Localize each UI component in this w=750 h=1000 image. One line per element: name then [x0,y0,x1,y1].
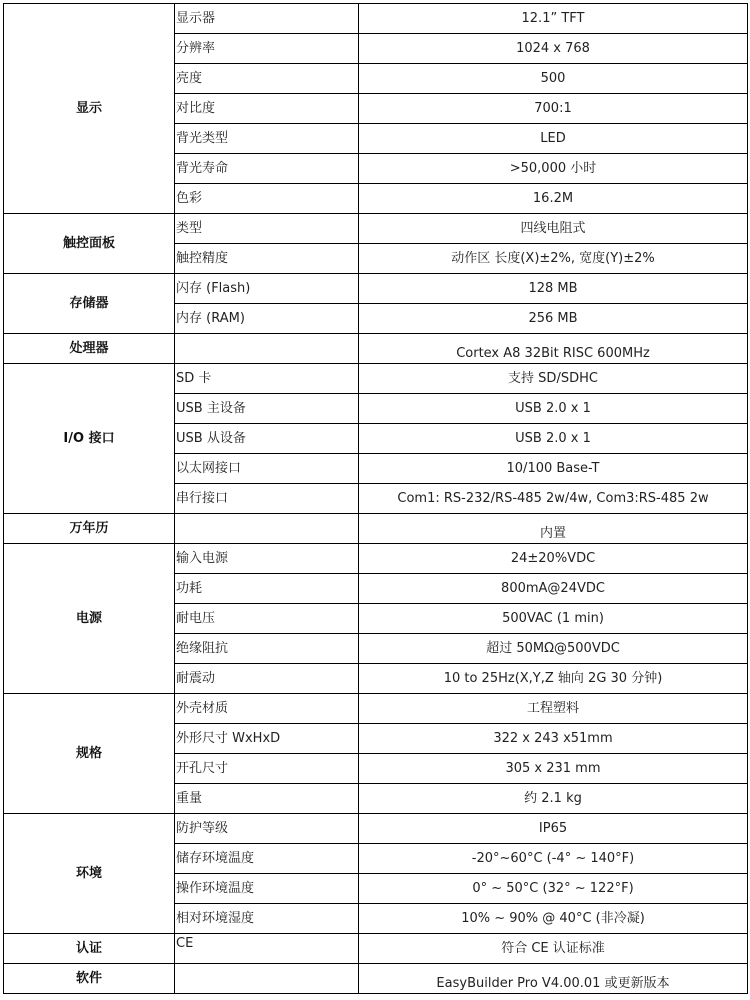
spec-value: 800mA@24VDC [359,574,748,604]
spec-label: 分辨率 [175,34,359,64]
spec-row [4,4,748,34]
spec-label: 串行接口 [175,484,359,514]
spec-label: 开孔尺寸 [175,754,359,784]
spec-label: 功耗 [175,574,359,604]
spec-value: 10 to 25Hz(X,Y,Z 轴向 2G 30 分钟) [359,664,748,694]
spec-value: 700:1 [359,94,748,124]
spec-label: USB 从设备 [175,424,359,454]
spec-value: 16.2M [359,184,748,214]
spec-value: 305 x 231 mm [359,754,748,784]
spec-value: -20°~60°C (-4° ~ 140°F) [359,844,748,874]
spec-label: 储存环境温度 [175,844,359,874]
spec-label: 闪存 (Flash) [175,274,359,304]
spec-value: 约 2.1 kg [359,784,748,814]
spec-row [4,274,748,304]
spec-label: 外壳材质 [175,694,359,724]
category-cell: 电源 [4,544,175,694]
spec-value: 10/100 Base-T [359,454,748,484]
spec-label: 外形尺寸 WxHxD [175,724,359,754]
spec-value: 四线电阻式 [359,214,748,244]
spec-value: 500VAC (1 min) [359,604,748,634]
spec-row [4,364,748,394]
spec-label: 显示器 [175,4,359,34]
spec-label: 对比度 [175,94,359,124]
category-cell: 认证 [4,934,175,964]
spec-value: Cortex A8 32Bit RISC 600MHz [359,334,748,364]
spec-label: 背光寿命 [175,154,359,184]
spec-label [175,964,359,994]
spec-label: 输入电源 [175,544,359,574]
spec-label: 以太网接口 [175,454,359,484]
spec-value: USB 2.0 x 1 [359,394,748,424]
spec-value: 0° ~ 50°C (32° ~ 122°F) [359,874,748,904]
spec-label: 防护等级 [175,814,359,844]
spec-value: 12.1” TFT [359,4,748,34]
spec-value: 动作区 长度(X)±2%, 宽度(Y)±2% [359,244,748,274]
spec-value: 256 MB [359,304,748,334]
spec-row [4,964,748,994]
spec-row [4,814,748,844]
spec-label: 耐电压 [175,604,359,634]
spec-label: 背光类型 [175,124,359,154]
spec-value: 10% ~ 90% @ 40°C (非冷凝) [359,904,748,934]
spec-label: 相对环境湿度 [175,904,359,934]
spec-value: >50,000 小时 [359,154,748,184]
spec-value: 322 x 243 x51mm [359,724,748,754]
spec-value: LED [359,124,748,154]
category-cell: 万年历 [4,514,175,544]
spec-label: CE [175,934,359,964]
category-cell: 处理器 [4,334,175,364]
spec-value: USB 2.0 x 1 [359,424,748,454]
spec-value: 内置 [359,514,748,544]
spec-label: SD 卡 [175,364,359,394]
spec-value: 1024 x 768 [359,34,748,64]
spec-label: 操作环境温度 [175,874,359,904]
spec-label: 类型 [175,214,359,244]
category-cell: I/O 接口 [4,364,175,514]
spec-label: 色彩 [175,184,359,214]
spec-table-body [4,4,748,994]
spec-value: 支持 SD/SDHC [359,364,748,394]
spec-table [3,3,748,994]
spec-value: 24±20%VDC [359,544,748,574]
category-cell: 显示 [4,4,175,214]
spec-label: 耐震动 [175,664,359,694]
spec-value: 超过 50MΩ@500VDC [359,634,748,664]
spec-label: 内存 (RAM) [175,304,359,334]
spec-label: 绝缘阻抗 [175,634,359,664]
spec-value: 128 MB [359,274,748,304]
spec-row [4,934,748,964]
spec-value: 符合 CE 认证标准 [359,934,748,964]
spec-row [4,694,748,724]
spec-label [175,334,359,364]
spec-value: EasyBuilder Pro V4.00.01 或更新版本 [359,964,748,994]
category-cell: 软件 [4,964,175,994]
spec-value: 500 [359,64,748,94]
category-cell: 规格 [4,694,175,814]
category-cell: 存储器 [4,274,175,334]
spec-label: USB 主设备 [175,394,359,424]
spec-label: 触控精度 [175,244,359,274]
spec-row [4,214,748,244]
spec-value: IP65 [359,814,748,844]
spec-label: 重量 [175,784,359,814]
spec-row [4,514,748,544]
spec-value: 工程塑料 [359,694,748,724]
spec-row [4,544,748,574]
spec-value: Com1: RS-232/RS-485 2w/4w, Com3:RS-485 2w [359,484,748,514]
spec-row [4,334,748,364]
category-cell: 环境 [4,814,175,934]
category-cell: 触控面板 [4,214,175,274]
spec-label: 亮度 [175,64,359,94]
spec-label [175,514,359,544]
